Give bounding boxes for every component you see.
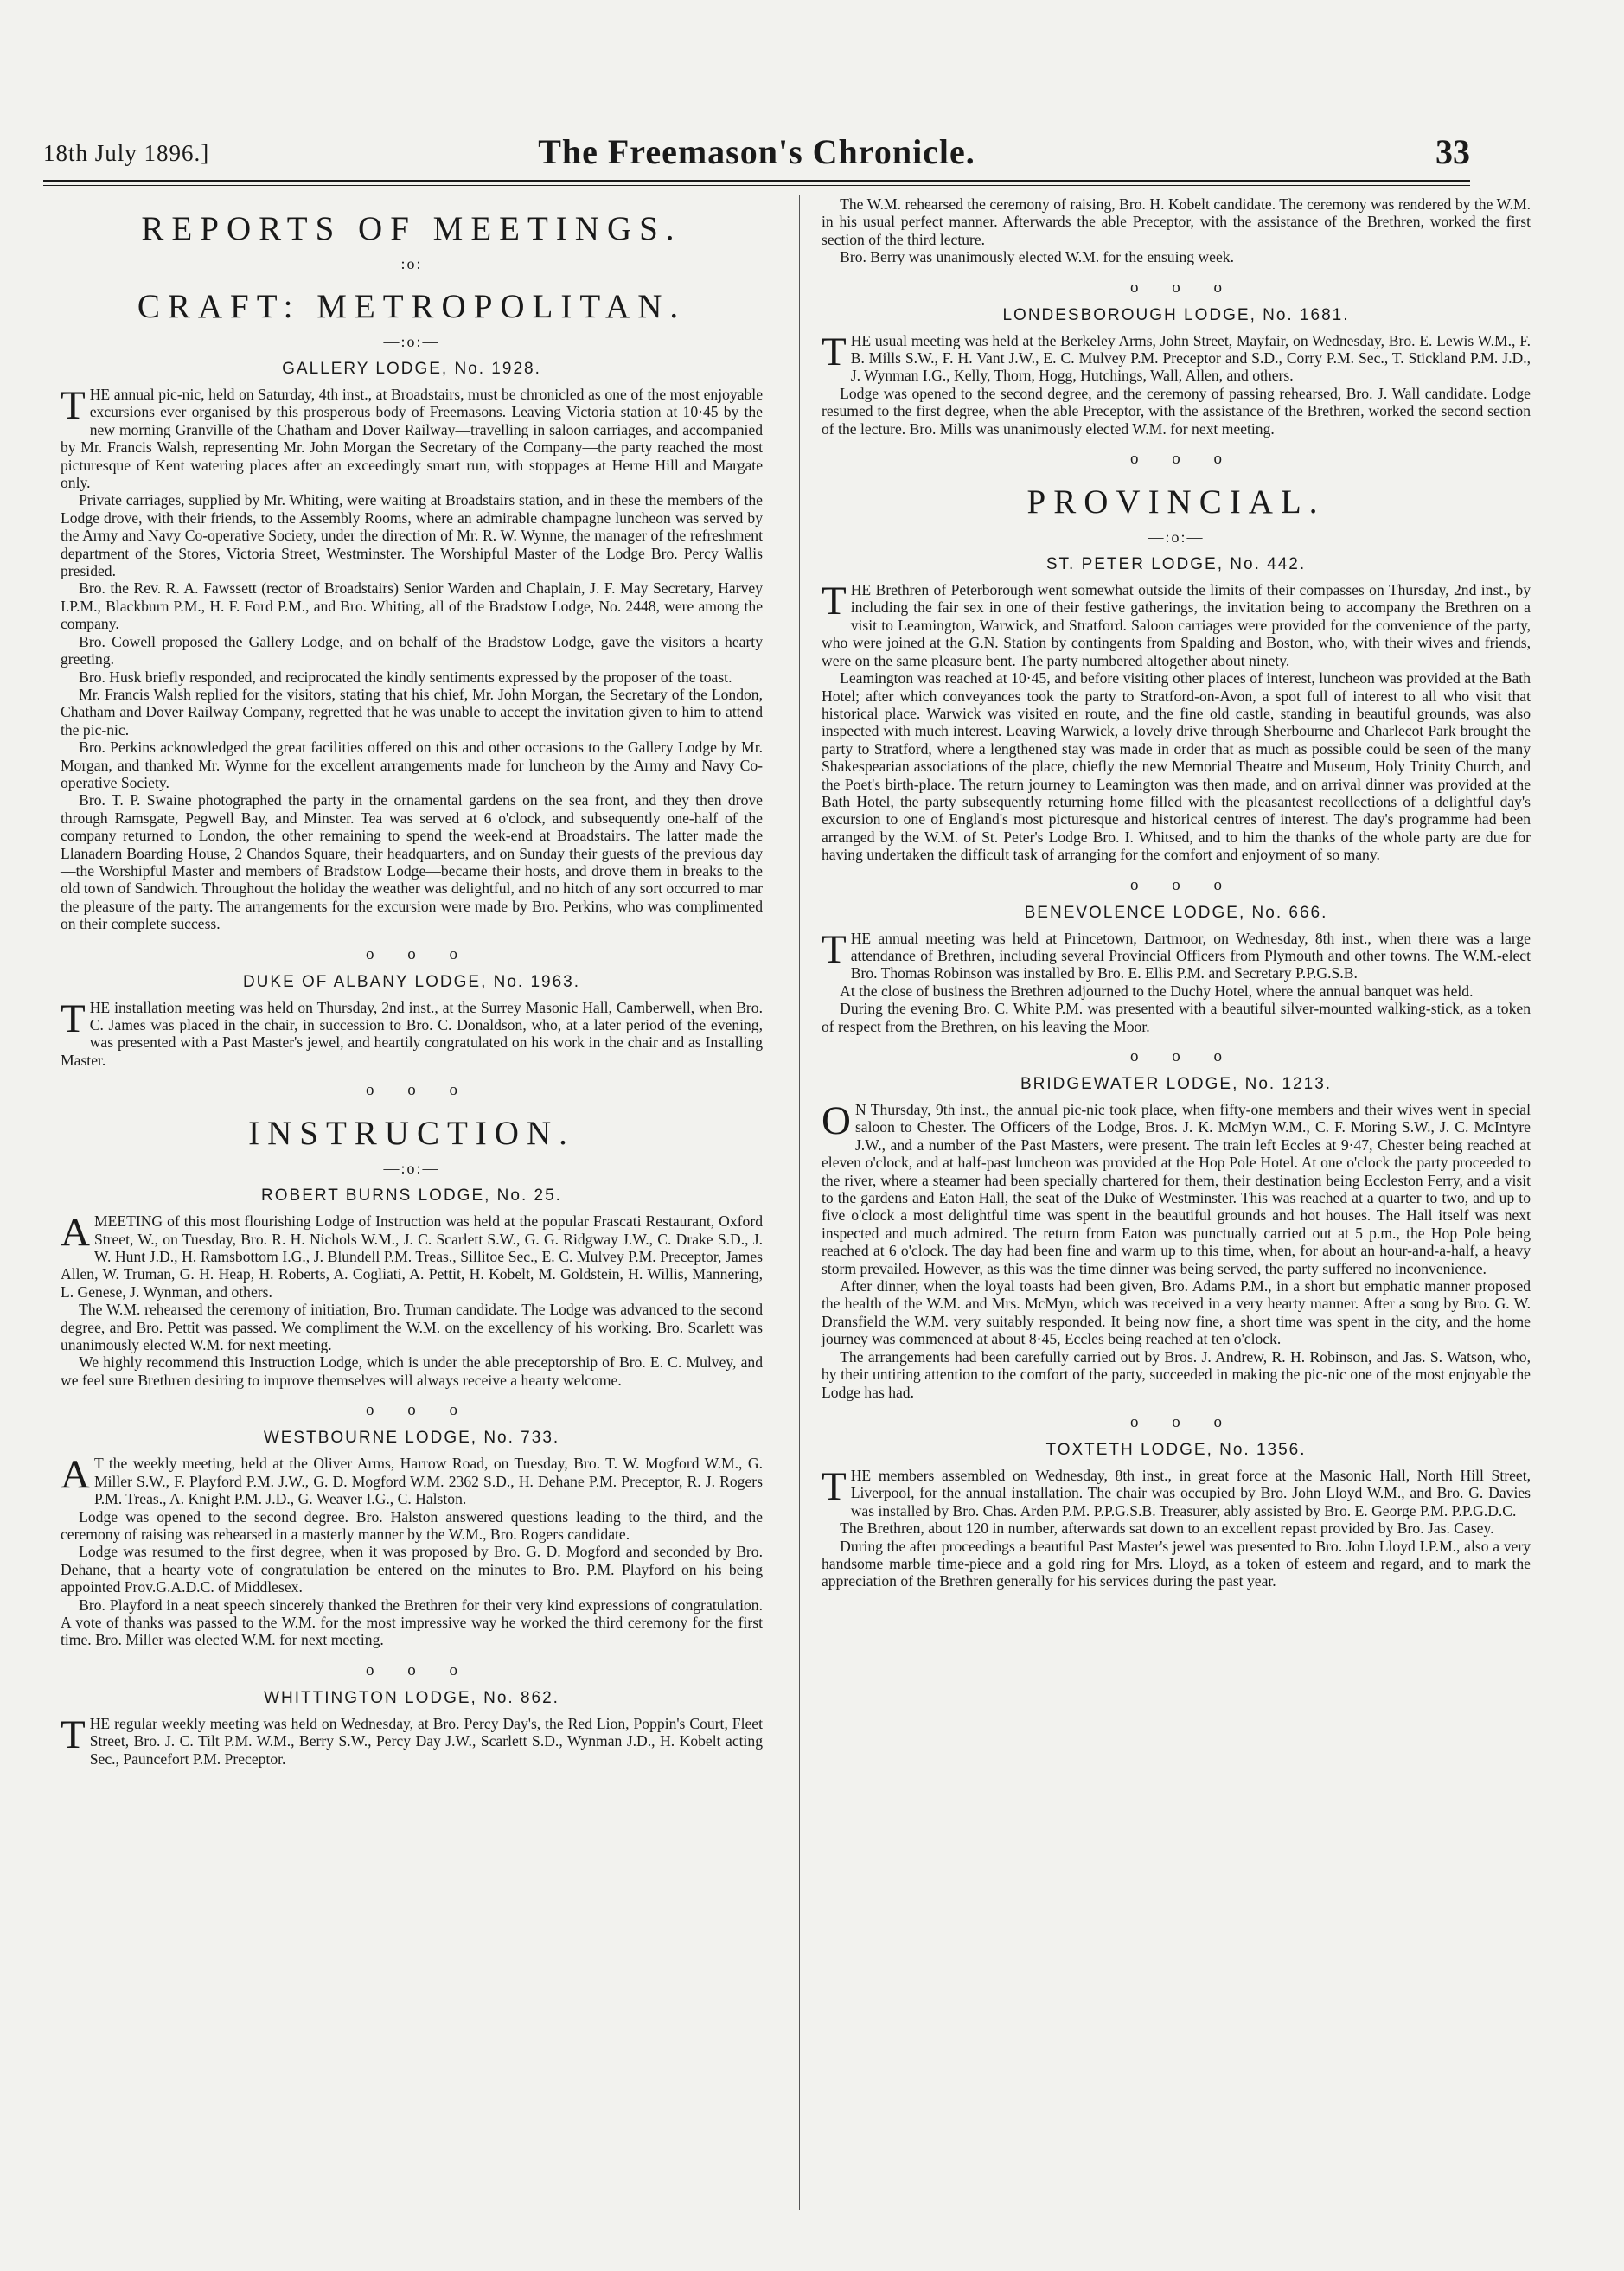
lodge-title: ST. PETER LODGE, No. 442.: [1045, 555, 1307, 574]
drop-cap: T: [61, 1711, 86, 1757]
paragraph: During the after proceedings a beautiful Past Master's jewel was presented to Bro. John Lloyd I.P.M., also a very handsome marble time-piece and a gold ring for Mrs. Lloyd, as a token of esteem and regard, and to mark the appreciation of the Brethren generally for his services during the past year.: [822, 1537, 1531, 1590]
drop-cap: T: [822, 926, 847, 972]
duke-of-albany-lodge-report: [61, 973, 763, 1070]
paragraph: Bro. Berry was unanimously elected W.M. for the ensuing week.: [840, 248, 1234, 266]
ornament: o o o: [1130, 1047, 1222, 1065]
lodge-title: TOXTETH LODGE, No. 1356.: [1045, 1440, 1307, 1459]
paragraph: Mr. Francis Walsh replied for the visitors, stating that his chief, Mr. John Morgan, the Secretary of the London, Chatham and Dover Railway Company, regretted that he was unable to accept the invitation given to him to attend the pic-nic.: [61, 685, 763, 739]
ornament: o o o: [1130, 1412, 1222, 1431]
gallery-lodge-report: [61, 360, 763, 933]
separator: —:o:—: [1148, 528, 1205, 547]
paragraph: At the close of business the Brethren adjourned to the Duchy Hotel, where the annual banquet was held.: [840, 982, 1474, 1000]
lodge-title: WESTBOURNE LODGE, No. 733.: [263, 1429, 560, 1448]
paragraph: THE annual pic-nic, held on Saturday, 4th inst., at Broadstairs, must be chronicled as one of the most enjoyable excursions ever organised by this prosperous body of Freemasons. Leaving Victoria station at 10·45 by the new morning Granville of the Chatham and Dover Railway—travelling in saloon carriages, and accompanied by Mr. Francis Walsh, representing Mr. John Morgan the Secretary of the Company—the party reached the most picturesque of Kent watering places after an exceedingly smart run, with stoppages at Herne Hill and Margate only.: [61, 383, 763, 492]
paragraph: Bro. Husk briefly responded, and reciprocated the kindly sentiments expressed by the proposer of the toast.: [79, 668, 732, 686]
issue-date: 18th July 1896.]: [43, 140, 210, 166]
paragraph: Lodge was opened to the second degree. Bro. Halston answered questions leading to the third, and the ceremony of raising was rehearsed in a masterly manner by the W.M., Bro. Rogers candidate.: [61, 1507, 763, 1543]
bridgewater-lodge-report: [822, 1075, 1531, 1401]
provincial-heading: PROVINCIAL.: [1026, 483, 1326, 521]
drop-cap: A: [61, 1210, 90, 1256]
ornament: o o o: [366, 1660, 457, 1679]
paragraph: THE annual meeting was held at Princetown, Dartmoor, on Wednesday, 8th inst., when there was a large attendance of Brethren, including several Provincial Officers from Plymouth and other towns. The W.M.-elect Bro. Thomas Robinson was installed by Bro. E. Ellis P.M. and Secretary P.P.G.S.B.: [822, 926, 1531, 982]
paragraph: Lodge was opened to the second degree, and the ceremony of passing rehearsed, Bro. J. Wall candidate. Lodge resumed to the first degree, when the able Preceptor, with the assistance of the Brethren, worked the second section of the lecture. Bro. Mills was unanimously elected W.M. for next meeting.: [822, 384, 1531, 438]
paragraph: AMEETING of this most flourishing Lodge of Instruction was held at the popular Frascati Restaurant, Oxford Street, W., on Tuesday, Bro. R. H. Nichols W.M., J. C. Scarlett S.W., G. G. Ridgway J.W., C. Drake S.D., J. W. Hunt J.D., H. Ramsbottom I.G., J. Blundell P.M. Treas., Sillitoe Sec., E. C. Mulvey P.M. Preceptor, James Allen, W. Truman, G. H. Heap, H. Roberts, A. Cogliati, A. Pettit, H. Kobelt, M. Goldstein, H. Willis, Mannering, L. Genese, J. Wynman, and others.: [61, 1210, 763, 1301]
lodge-title: GALLERY LODGE, No. 1928.: [282, 360, 541, 378]
lodge-title: DUKE OF ALBANY LODGE, No. 1963.: [242, 972, 581, 991]
paragraph: Bro. Perkins acknowledged the great facilities offered on this and other occasions to the Gallery Lodge by Mr. Morgan, and thanked Mr. Wynne for the excellent arrangements made for luncheon by the Army and Navy Co-operative Society.: [61, 739, 763, 791]
left-column: [61, 195, 763, 1768]
reports-heading: REPORTS OF MEETINGS.: [141, 210, 682, 247]
ornament: o o o: [1130, 278, 1222, 297]
westbourne-lodge-report: [61, 1429, 763, 1648]
whittington-lodge-report-continued: [822, 195, 1531, 266]
benevolence-lodge-report: [822, 904, 1531, 1035]
robert-burns-lodge-report: [61, 1187, 763, 1389]
header-rule-thin: [43, 185, 1470, 186]
paragraph: Lodge was resumed to the first degree, when it was proposed by Bro. G. D. Mogford and seconded by Bro. Dehane, that a hearty vote of congratulation be entered on the minutes to Bro. P.M. Playford on his being appointed Prov.G.A.D.C. of Middlesex.: [61, 1543, 763, 1596]
paragraph: THE usual meeting was held at the Berkeley Arms, John Street, Mayfair, on Wednesday, Bro. E. Lewis W.M., F. B. Mills S.W., F. H. Vant J.W., E. C. Mulvey P.M. Preceptor and S.D., Corry P.M. Sec., T. Stickland P.M. J.D., J. Wynman I.G., Kelly, Thorn, Hogg, Hutchings, Wall, Allen, and others.: [822, 329, 1531, 385]
ornament: o o o: [1130, 450, 1222, 469]
whittington-lodge-report: [61, 1689, 763, 1768]
ornament: o o o: [366, 1081, 457, 1100]
paragraph: After dinner, when the loyal toasts had been given, Bro. Adams P.M., in a short but emphatic manner proposed the health of the W.M. and Mrs. McMyn, which was received in a very hearty manner. After a song by Bro. G. W. Dransfield the W.M. very suitably responded. It being now fine, a short time was spent in the city, and the home journey was commenced at about 8·45, Eccles being reached at ten o'clock.: [822, 1277, 1531, 1348]
paragraph: The W.M. rehearsed the ceremony of initiation, Bro. Truman candidate. The Lodge was advanced to the second degree, and Bro. Pettit was passed. We compliment the W.M. on the excellency of his working. Bro. Scarlett was unanimously elected W.M. for next meeting.: [61, 1301, 763, 1354]
craft-heading: CRAFT: METROPOLITAN.: [137, 288, 687, 325]
paragraph: The W.M. rehearsed the ceremony of raising, Bro. H. Kobelt candidate. The ceremony was rendered by the W.M. in his usual perfect manner. Afterwards the able Preceptor, with the assistance of the Brethren, worked the first section of the third lecture.: [822, 195, 1531, 248]
lodge-title: WHITTINGTON LODGE, No. 862.: [264, 1688, 559, 1707]
paragraph: Private carriages, supplied by Mr. Whiting, were waiting at Broadstairs station, and in these the members of the Lodge drove, with their friends, to the Assembly Rooms, where an admirable champagne luncheon was served by the Army and Navy Co-operative Society, under the direction of Mr. R. W. Wynne, the manager of the refreshment department of the Stores, Victoria Street, Westminster. The Worshipful Master of the Lodge Bro. Percy Wallis presided.: [61, 491, 763, 580]
paragraph: THE regular weekly meeting was held on Wednesday, at Bro. Percy Day's, the Red Lion, Poppin's Court, Fleet Street, Bro. J. C. Tilt P.M. W.M., Berry S.W., Percy Day J.W., Scarlett S.D., Wynman J.D., H. Kobelt acting Sec., Pauncefort P.M. Preceptor.: [61, 1711, 763, 1768]
paragraph: THE installation meeting was held on Thursday, 2nd inst., at the Surrey Masonic Hall, Camberwell, when Bro. C. James was placed in the chair, in succession to Bro. C. Donaldson, who, at a later period of the evening, was presented with a Past Master's jewel, and heartily congratulated on his work in the chair and as Installing Master.: [61, 995, 763, 1069]
drop-cap: O: [822, 1098, 851, 1143]
ornament: o o o: [366, 1401, 457, 1420]
masthead-title: The Freemason's Chronicle.: [538, 132, 975, 171]
drop-cap: T: [61, 383, 86, 428]
ornament: o o o: [1130, 875, 1222, 894]
paragraph: We highly recommend this Instruction Lodge, which is under the able preceptorship of Bro. E. C. Mulvey, and we feel sure Brethren desiring to improve themselves will always receive a hearty welcome.: [61, 1353, 763, 1389]
paragraph: The arrangements had been carefully carried out by Bros. J. Andrew, R. H. Robinson, and Jas. S. Watson, who, by their untiring attention to the comfort of the party, succeeded in making the pic-nic one of the most enjoyable the Lodge has had.: [822, 1347, 1531, 1401]
lodge-title: BENEVOLENCE LODGE, No. 666.: [1024, 903, 1328, 922]
paragraph: The Brethren, about 120 in number, afterwards sat down to an excellent repast provided by Bro. Jas. Casey.: [840, 1519, 1494, 1538]
instruction-heading: INSTRUCTION.: [248, 1115, 575, 1153]
paragraph: O N Thursday, 9th inst., the annual pic-nic took place, when fifty-one members and their wives went in special saloon to Chester. The Officers of the Lodge, Bros. J. K. McMyn W.M., C. F. Moring S.W., J. C. McIntyre J.W., and a number of the Past Masters, were present. The train left Eccles at 9·47, Chester being reached at eleven o'clock, and at half-past luncheon was provided at the Hop Pole Hotel. At one o'clock the party proceeded to the river, where a steamer had been specially chartered for them, their destination being Eccleston Ferry, and a visit to the gardens and Eaton Hall, the seat of the Duke of Westminster. This was reached at a quarter to two, and up to five o'clock a most delightful time was spent in the beautiful grounds and hot houses. The Hall itself was next inspected and much admired. The return from Eaton was punctually carried out at 5 p.m., the Hop Pole being reached at 6 o'clock. The day had been fine and warm up to this time, when, for about an hour-and-a-half, a heavy storm prevailed. However, as this was the time dinner was being served, the party suffered no inconvenience.: [822, 1098, 1531, 1277]
separator: —:o:—: [383, 333, 440, 350]
lodge-title: LONDESBOROUGH LODGE, No. 1681.: [1002, 305, 1350, 324]
column-divider: [799, 195, 800, 2210]
toxteth-lodge-report: [822, 1441, 1531, 1590]
ornament: o o o: [366, 944, 457, 963]
page-header: [43, 132, 1470, 185]
separator: —:o:—: [383, 1160, 440, 1178]
paragraph: THE members assembled on Wednesday, 8th inst., in great force at the Masonic Hall, North Hill Street, Liverpool, for the annual installation. The chair was occupied by Bro. John Lloyd W.M., and Bro. G. Davies was installed by Bro. Chas. Arden P.M. P.P.G.S.B. Treasurer, ably assisted by Bro. E. George P.M. P.P.G.D.C.: [822, 1463, 1531, 1519]
lodge-title: ROBERT BURNS LODGE, No. 25.: [261, 1187, 562, 1206]
paragraph: Bro. Cowell proposed the Gallery Lodge, and on behalf of the Bradstow Lodge, gave the visitors a hearty greeting.: [61, 632, 763, 669]
drop-cap: A: [61, 1452, 90, 1498]
header-rule-thick: [43, 180, 1470, 182]
right-column: [822, 195, 1531, 1590]
paragraph: During the evening Bro. C. White P.M. was presented with a beautiful silver-mounted walking-stick, as a token of respect from the Brethren, on his leaving the Moor.: [822, 1000, 1531, 1035]
londesborough-lodge-report: [822, 306, 1531, 438]
paragraph: Bro. Playford in a neat speech sincerely thanked the Brethren for their very kind expressions of congratulation. A vote of thanks was passed to the W.M. for the most impressive way he worked the third ceremony for the first time. Bro. Miller was elected W.M. for next meeting.: [61, 1596, 763, 1649]
paragraph: Leamington was reached at 10·45, and before visiting other places of interest, luncheon was provided at the Bath Hotel; after which conveyances took the party to Stratford-on-Avon, a spot full of interest to all who visit that historical place. Warwick was visited en route, and the fine old castle, standing in beautiful grounds, was also inspected with much interest. Leaving Warwick, a lovely drive through Sherbourne and Charlecot Park brought the party to Stratford, where a lengthened stay was made in order that as much as possible could be seen of the many Shakespearian associations of the place, chiefly the new Memorial Theatre and Museum, Holy Trinity Church, and the Poet's birth-place. The return journey to Leamington was then made, and on arrival dinner was provided at the Bath Hotel, the party subsequently returning home filled with the pleasantest recollections of a delightful day's excursion to one of England's most picturesque and historical centres of interest. The day's programme had been arranged by the W.M. of St. Peter's Lodge Bro. I. Whitsed, and to him the thanks of the whole party are due for having undertaken the difficult task of arranging for the comfort and enjoyment of so many.: [822, 669, 1531, 864]
paragraph: A T the weekly meeting, held at the Oliver Arms, Harrow Road, on Tuesday, Bro. T. W. Mogford W.M., G. Miller S.W., F. Playford P.M. J.W., G. D. Mogford W.M. 2362 S.D., H. Dehane P.M. Preceptor, R. J. Rogers P.M. Treas., A. Knight P.M. J.D., G. Weaver I.G., C. Halston.: [61, 1452, 763, 1508]
drop-cap: T: [822, 579, 847, 624]
page-number: 33: [1435, 132, 1470, 171]
paragraph: THE Brethren of Peterborough went somewhat outside the limits of their compasses on Thursday, 2nd inst., by including the fair sex in one of their festive gatherings, the invitation being to accompany the Brethren on a visit to Leamington, Warwick, and Stratford. Saloon carriages were provided for the convenience of the party, who were joined at the G.N. Station by contingents from Spalding and Boston, who, with their wives and friends, were on the same pleasure bent. The party numbered altogether about ninety.: [822, 579, 1531, 669]
drop-cap: T: [822, 1463, 847, 1509]
drop-cap: T: [61, 995, 86, 1041]
drop-cap: T: [822, 329, 847, 374]
separator: —:o:—: [383, 255, 440, 272]
lodge-title: BRIDGEWATER LODGE, No. 1213.: [1020, 1075, 1333, 1093]
paragraph: Bro. the Rev. R. A. Fawssett (rector of Broadstairs) Senior Warden and Chaplain, J. F. May Secretary, Harvey I.P.M., Blackburn P.M., H. F. Ford P.M., and Bro. Whiting, all of the Bradstow Lodge, No. 2448, were among the company.: [61, 579, 763, 633]
paragraph: Bro. T. P. Swaine photographed the party in the ornamental gardens on the sea front, and they then drove through Ramsgate, Pegwell Bay, and Minster. Tea was served at 6 o'clock, and subsequently one-half of the company returned to London, the other remaining to spend the week-end at Broadstairs. The latter made the Llanadern Boarding House, 2 Chandos Square, their headquarters, and on Sunday their guests of the previous day —the Worshipful Master and members of Bradstow Lodge—became their hosts, and drove them in breaks to the old town of Sandwich. Throughout the holiday the weather was delightful, and no hitch of any sort occurred to mar the pleasure of the party. The arrangements for the excursion were made by Bro. Perkins, who was complimented on their complete success.: [61, 791, 763, 933]
st-peter-lodge-report: [822, 555, 1531, 864]
